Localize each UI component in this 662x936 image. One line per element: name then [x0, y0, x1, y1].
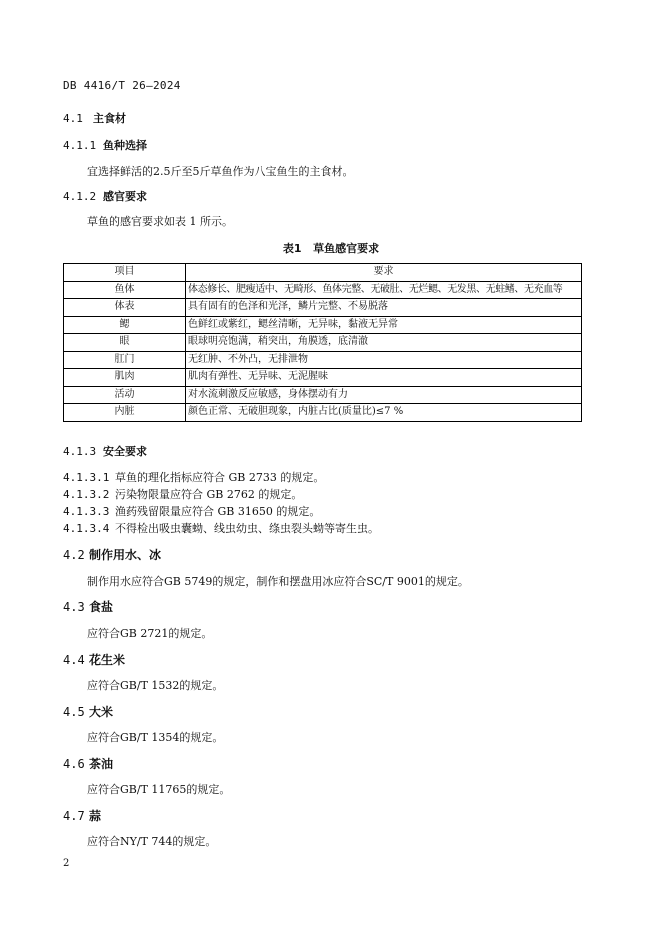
section-title: 蒜	[89, 809, 102, 823]
table-cell-requirement: 颜色正常、无破胆现象，内脏占比(质量比)≤7 %	[186, 404, 582, 422]
item-number: 4.1.3.4	[63, 522, 110, 535]
list-item	[63, 520, 379, 536]
section-number: 4.1	[63, 112, 83, 125]
section-title: 茶油	[89, 757, 114, 771]
paragraph-4-1-1: 宜选择鲜活的2.5斤至5斤草鱼作为八宝鱼生的主食材。	[87, 165, 354, 178]
table-caption	[0, 240, 662, 256]
section-heading-4-4	[63, 651, 125, 668]
table-cell-item: 眼	[64, 334, 186, 352]
table-cell-requirement: 无红肿、不外凸，无排泄物	[186, 351, 582, 369]
section-title: 感官要求	[103, 190, 147, 203]
list-item	[63, 486, 302, 502]
section-title: 花生米	[89, 653, 126, 667]
section-heading-4-2	[63, 546, 161, 563]
paragraph-4-4: 应符合GB/T 1532的规定。	[87, 679, 224, 692]
column-header-requirement: 要求	[186, 264, 582, 282]
table-cell-item: 体表	[64, 299, 186, 317]
table-cell-requirement: 色鲜红或紫红，鳃丝清晰，无异味，黏液无异常	[186, 316, 582, 334]
section-title: 鱼种选择	[103, 139, 147, 152]
table-cell-requirement: 体态修长、肥瘦适中、无畸形、鱼体完整、无破肚、无烂鳃、无发黑、无蛀鳍、无充血等	[186, 281, 582, 299]
paragraph-4-2: 制作用水应符合GB 5749的规定，制作和摆盘用冰应符合SC/T 9001的规定。	[87, 575, 469, 588]
paragraph-4-7: 应符合NY/T 744的规定。	[87, 835, 217, 848]
table-cell-item: 鱼体	[64, 281, 186, 299]
table-row	[64, 281, 582, 299]
page-number: 2	[63, 858, 70, 869]
section-heading-4-1-2	[63, 188, 147, 204]
table-row	[64, 351, 582, 369]
section-title: 制作用水、冰	[89, 548, 162, 562]
item-text: 草鱼的理化指标应符合 GB 2733 的规定。	[115, 471, 325, 484]
table-row	[64, 369, 582, 387]
table-row	[64, 316, 582, 334]
sensory-requirements-table	[63, 263, 582, 422]
table-cell-item: 鳃	[64, 316, 186, 334]
table-row	[64, 386, 582, 404]
section-number: 4.3	[63, 600, 85, 614]
table-cell-requirement: 眼球明亮饱满，稍突出，角膜透，底清澈	[186, 334, 582, 352]
section-heading-4-1	[63, 110, 126, 126]
item-number: 4.1.3.2	[63, 488, 110, 501]
section-heading-4-7	[63, 807, 101, 824]
table-header-row	[64, 264, 582, 282]
section-heading-4-1-1	[63, 137, 147, 153]
table-cell-requirement: 具有固有的色泽和光泽，鳞片完整、不易脱落	[186, 299, 582, 317]
table-row	[64, 404, 582, 422]
section-title: 安全要求	[103, 445, 147, 458]
document-header: DB 4416/T 26—2024	[63, 79, 181, 92]
item-text: 渔药残留限量应符合 GB 31650 的规定。	[115, 505, 321, 518]
column-header-item: 项目	[64, 264, 186, 282]
item-number: 4.1.3.3	[63, 505, 110, 518]
paragraph-4-1-2: 草鱼的感官要求如表 1 所示。	[87, 215, 233, 228]
section-number: 4.5	[63, 705, 85, 719]
section-heading-4-1-3	[63, 443, 147, 459]
item-text: 不得检出吸虫囊蚴、线虫幼虫、绦虫裂头蚴等寄生虫。	[115, 522, 379, 535]
table-cell-item: 活动	[64, 386, 186, 404]
section-number: 4.1.3	[63, 445, 97, 458]
section-number: 4.4	[63, 653, 85, 667]
table-row	[64, 334, 582, 352]
section-heading-4-6	[63, 755, 113, 772]
section-heading-4-5	[63, 703, 113, 720]
section-title: 大米	[89, 705, 114, 719]
section-number: 4.7	[63, 809, 85, 823]
table-row	[64, 299, 582, 317]
table-cell-requirement: 肌肉有弹性、无异味、无泥腥味	[186, 369, 582, 387]
section-heading-4-3	[63, 598, 113, 615]
table-cell-item: 肛门	[64, 351, 186, 369]
section-title: 食盐	[89, 600, 114, 614]
item-text: 污染物限量应符合 GB 2762 的规定。	[115, 488, 303, 501]
paragraph-4-6: 应符合GB/T 11765的规定。	[87, 783, 231, 796]
paragraph-4-5: 应符合GB/T 1354的规定。	[87, 731, 224, 744]
list-item	[63, 503, 320, 519]
table-cell-requirement: 对水流刺激反应敏感，身体摆动有力	[186, 386, 582, 404]
table-cell-item: 内脏	[64, 404, 186, 422]
table-cell-item: 肌肉	[64, 369, 186, 387]
section-number: 4.6	[63, 757, 85, 771]
paragraph-4-3: 应符合GB 2721的规定。	[87, 627, 213, 640]
section-number: 4.1.1	[63, 139, 97, 152]
table-caption-number: 表1	[282, 242, 302, 255]
list-item	[63, 469, 324, 485]
item-number: 4.1.3.1	[63, 471, 110, 484]
section-title: 主食材	[93, 112, 126, 125]
section-number: 4.1.2	[63, 190, 97, 203]
section-number: 4.2	[63, 548, 85, 562]
table-caption-title: 草鱼感官要求	[313, 242, 380, 255]
